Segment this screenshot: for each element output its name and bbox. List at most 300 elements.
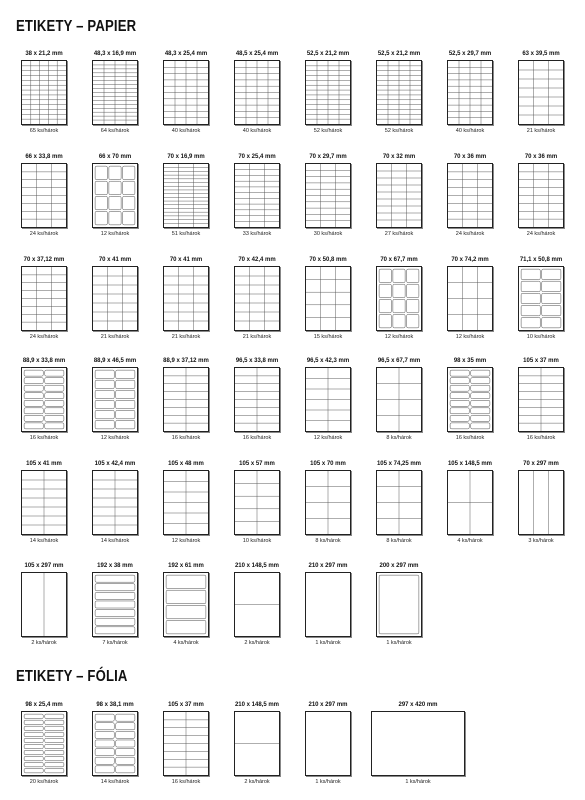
sheet-layout-diagram	[447, 163, 493, 228]
label-count: 16 ks/hárok	[242, 435, 272, 441]
sheet-layout-diagram	[163, 572, 209, 637]
label-sheet-item	[434, 357, 506, 444]
label-sheet-item	[292, 562, 364, 649]
label-size: 98 x 38,1 mm	[96, 702, 134, 708]
label-cell	[45, 738, 64, 742]
label-cell	[95, 627, 135, 634]
label-cell	[24, 720, 43, 724]
label-sheet-item	[292, 701, 364, 788]
sheet-layout-diagram	[305, 266, 351, 331]
label-size: 70 x 29,7 mm	[309, 154, 347, 160]
label-cell	[95, 749, 114, 756]
label-size: 297 x 420 mm	[398, 702, 438, 708]
label-size: 70 x 41 mm	[98, 257, 132, 263]
sheet-layout-diagram	[21, 60, 67, 125]
label-sheet-item	[363, 562, 435, 649]
label-count: 2 ks/hárok	[31, 640, 57, 646]
label-cell	[123, 211, 135, 225]
label-size: 96,5 x 42,3 mm	[306, 358, 350, 364]
label-cell	[166, 575, 206, 589]
label-cell	[521, 317, 540, 328]
label-cell	[45, 714, 64, 718]
sheet-layout-diagram	[163, 711, 209, 776]
label-sheet-item	[292, 153, 364, 240]
sheet-layout-diagram	[92, 163, 138, 228]
label-cell	[471, 400, 490, 406]
label-cell	[95, 723, 114, 730]
label-count: 15 ks/hárok	[313, 334, 343, 340]
sheet-layout-diagram	[234, 470, 280, 535]
label-cell	[95, 166, 107, 180]
label-sheet-item	[292, 256, 364, 343]
label-sheet-item	[79, 153, 151, 240]
label-cell	[471, 415, 490, 421]
label-cell	[450, 370, 469, 376]
sheet-layout-diagram	[305, 572, 351, 637]
label-cell	[24, 750, 43, 754]
label-size: 52,5 x 29,7 mm	[448, 51, 492, 57]
label-size: 96,5 x 33,8 mm	[235, 358, 279, 364]
label-size: 52,5 x 21,2 mm	[377, 51, 421, 57]
label-count: 16 ks/hárok	[455, 435, 485, 441]
label-size: 38 x 21,2 mm	[25, 51, 63, 57]
label-size: 88,9 x 37,12 mm	[163, 358, 209, 364]
label-size: 48,3 x 16,9 mm	[93, 51, 137, 57]
label-count: 14 ks/hárok	[100, 779, 130, 785]
sheet-layout-diagram	[21, 711, 67, 776]
label-cell	[521, 293, 540, 304]
label-size: 105 x 148,5 mm	[447, 461, 493, 467]
label-cell	[24, 762, 43, 766]
sheet-layout-diagram	[163, 470, 209, 535]
label-cell	[123, 181, 135, 195]
label-count: 40 ks/hárok	[171, 128, 201, 134]
label-cell	[95, 714, 114, 721]
label-size: 70 x 67,7 mm	[380, 257, 418, 263]
label-cell	[95, 601, 135, 608]
sheet-layout-diagram	[21, 163, 67, 228]
label-size: 88,9 x 46,5 mm	[93, 358, 137, 364]
label-size: 70 x 41 mm	[169, 257, 203, 263]
label-count: 12 ks/hárok	[171, 538, 201, 544]
label-size: 105 x 37 mm	[523, 358, 559, 364]
label-cell	[45, 400, 64, 406]
sheet-layout-diagram	[518, 266, 564, 331]
label-sheet-item	[292, 50, 364, 137]
label-sheet-item	[505, 153, 577, 240]
label-cell	[450, 385, 469, 391]
label-count: 12 ks/hárok	[100, 231, 130, 237]
label-sheet-item	[8, 50, 80, 137]
label-size: 70 x 42,4 mm	[238, 257, 276, 263]
sheet-layout-diagram	[21, 470, 67, 535]
label-size: 192 x 38 mm	[97, 563, 133, 569]
label-cell	[45, 762, 64, 766]
label-sheet-item	[221, 153, 293, 240]
sheet-layout-diagram	[234, 60, 280, 125]
label-count: 65 ks/hárok	[29, 128, 59, 134]
label-cell	[116, 731, 135, 738]
label-cell	[471, 378, 490, 384]
label-count: 12 ks/hárok	[455, 334, 485, 340]
label-sheet-item	[79, 256, 151, 343]
label-size: 66 x 70 mm	[98, 154, 132, 160]
label-cell	[45, 726, 64, 730]
label-cell	[393, 284, 405, 298]
label-cell	[116, 380, 135, 388]
label-count: 24 ks/hárok	[455, 231, 485, 237]
label-cell	[521, 269, 540, 280]
label-cell	[407, 299, 419, 313]
label-cell	[95, 584, 135, 591]
label-cell	[123, 196, 135, 210]
label-count: 16 ks/hárok	[171, 779, 201, 785]
sheet-layout-diagram	[376, 60, 422, 125]
label-cell	[542, 317, 561, 328]
label-count: 24 ks/hárok	[29, 334, 59, 340]
label-cell	[24, 726, 43, 730]
sheet-layout-diagram	[163, 266, 209, 331]
label-cell	[123, 166, 135, 180]
sheet-layout-diagram	[376, 266, 422, 331]
label-size: 105 x 48 mm	[168, 461, 204, 467]
sheet-layout-diagram	[92, 572, 138, 637]
label-count: 40 ks/hárok	[455, 128, 485, 134]
sheet-layout-diagram	[305, 711, 351, 776]
label-cell	[116, 757, 135, 764]
label-size: 105 x 57 mm	[239, 461, 275, 467]
label-count: 10 ks/hárok	[526, 334, 556, 340]
label-size: 52,5 x 21,2 mm	[306, 51, 350, 57]
label-size: 70 x 36 mm	[453, 154, 487, 160]
label-count: 8 ks/hárok	[386, 435, 412, 441]
label-count: 1 ks/hárok	[315, 779, 341, 785]
label-cell	[45, 720, 64, 724]
label-cell	[24, 744, 43, 748]
label-size: 105 x 74,25 mm	[376, 461, 422, 467]
label-cell	[24, 714, 43, 718]
label-cell	[109, 166, 121, 180]
sheet-layout-diagram	[305, 163, 351, 228]
label-cell	[24, 756, 43, 760]
label-cell	[379, 314, 391, 328]
sheet-layout-diagram	[518, 60, 564, 125]
sheet-layout-diagram	[234, 163, 280, 228]
label-cell	[95, 196, 107, 210]
label-sheet-item	[79, 460, 151, 547]
label-sheet-item	[505, 357, 577, 444]
label-count: 40 ks/hárok	[242, 128, 272, 134]
label-count: 21 ks/hárok	[526, 128, 556, 134]
label-sheet-item	[367, 701, 469, 788]
label-cell	[393, 269, 405, 283]
label-cell	[471, 370, 490, 376]
label-cell	[542, 269, 561, 280]
label-cell	[379, 269, 391, 283]
label-cell	[24, 393, 43, 399]
label-size: 70 x 74,2 mm	[451, 257, 489, 263]
label-cell	[95, 618, 135, 625]
label-cell	[24, 415, 43, 421]
label-cell	[116, 714, 135, 721]
label-cell	[379, 284, 391, 298]
sheet-layout-diagram	[163, 367, 209, 432]
label-cell	[45, 370, 64, 376]
label-count: 16 ks/hárok	[171, 435, 201, 441]
label-count: 2 ks/hárok	[244, 640, 270, 646]
label-sheet-item	[434, 153, 506, 240]
sheet-layout-diagram	[447, 60, 493, 125]
label-size: 98 x 35 mm	[453, 358, 487, 364]
sheet-layout-diagram	[376, 163, 422, 228]
label-count: 1 ks/hárok	[386, 640, 412, 646]
label-size: 210 x 148,5 mm	[234, 563, 280, 569]
label-cell	[471, 408, 490, 414]
label-cell	[95, 400, 114, 408]
label-cell	[450, 378, 469, 384]
label-sheet-item	[505, 460, 577, 547]
label-cell	[393, 314, 405, 328]
label-cell	[45, 732, 64, 736]
sheet-layout-diagram	[92, 60, 138, 125]
label-count: 4 ks/hárok	[173, 640, 199, 646]
sheet-layout-diagram	[234, 367, 280, 432]
sheet-layout-diagram	[371, 711, 465, 776]
label-size: 70 x 50,8 mm	[309, 257, 347, 263]
sheet-layout-diagram	[305, 367, 351, 432]
label-cell	[116, 400, 135, 408]
label-cell	[45, 750, 64, 754]
label-cell	[95, 757, 114, 764]
label-size: 70 x 32 mm	[382, 154, 416, 160]
label-size: 88,9 x 33,8 mm	[22, 358, 66, 364]
label-cell	[24, 385, 43, 391]
sheet-layout-diagram	[92, 711, 138, 776]
label-cell	[95, 370, 114, 378]
label-count: 12 ks/hárok	[313, 435, 343, 441]
label-sheet-item	[221, 256, 293, 343]
sheet-layout-diagram	[518, 470, 564, 535]
label-cell	[109, 181, 121, 195]
label-cell	[45, 768, 64, 772]
label-sheet-item	[150, 562, 222, 649]
label-cell	[95, 211, 107, 225]
label-sheet-item	[221, 562, 293, 649]
label-size: 192 x 61 mm	[168, 563, 204, 569]
label-cell	[95, 420, 114, 428]
sheet-layout-diagram	[447, 367, 493, 432]
label-size: 200 x 297 mm	[379, 563, 419, 569]
label-cell	[450, 415, 469, 421]
label-count: 10 ks/hárok	[242, 538, 272, 544]
label-cell	[24, 408, 43, 414]
label-cell	[542, 305, 561, 316]
label-cell	[24, 400, 43, 406]
sheet-layout-diagram	[92, 470, 138, 535]
label-cell	[116, 420, 135, 428]
label-cell	[45, 378, 64, 384]
label-sheet-item	[434, 460, 506, 547]
sheet-layout-diagram	[234, 266, 280, 331]
label-cell	[542, 293, 561, 304]
label-sheet-item	[150, 701, 222, 788]
label-sheet-item	[150, 460, 222, 547]
label-size: 48,3 x 25,4 mm	[164, 51, 208, 57]
label-sheet-item	[292, 357, 364, 444]
label-sheet-item	[505, 50, 577, 137]
label-count: 52 ks/hárok	[384, 128, 414, 134]
label-size: 70 x 37,12 mm	[23, 257, 65, 263]
label-cell	[95, 592, 135, 599]
label-count: 51 ks/hárok	[171, 231, 201, 237]
label-size: 66 x 33,8 mm	[25, 154, 63, 160]
label-count: 1 ks/hárok	[315, 640, 341, 646]
sheet-layout-diagram	[376, 470, 422, 535]
label-sheet-item	[150, 50, 222, 137]
label-size: 105 x 297 mm	[24, 563, 64, 569]
label-cell	[166, 590, 206, 604]
label-sheet-item	[150, 153, 222, 240]
label-count: 24 ks/hárok	[29, 231, 59, 237]
label-sheet-item	[221, 50, 293, 137]
label-cell	[24, 423, 43, 429]
label-count: 21 ks/hárok	[100, 334, 130, 340]
label-sheet-item	[8, 701, 80, 788]
sheet-layout-diagram	[518, 367, 564, 432]
label-cell	[450, 400, 469, 406]
label-cell	[116, 740, 135, 747]
label-cell	[450, 408, 469, 414]
sheet-layout-diagram	[518, 163, 564, 228]
label-cell	[521, 281, 540, 292]
label-cell	[542, 281, 561, 292]
label-sheet-item	[8, 562, 80, 649]
sheet-layout-diagram	[234, 711, 280, 776]
label-count: 21 ks/hárok	[242, 334, 272, 340]
label-cell	[45, 393, 64, 399]
label-cell	[407, 269, 419, 283]
label-sheet-item	[434, 256, 506, 343]
label-sheet-item	[79, 562, 151, 649]
label-count: 7 ks/hárok	[102, 640, 128, 646]
label-count: 24 ks/hárok	[526, 231, 556, 237]
label-cell	[24, 370, 43, 376]
label-cell	[95, 410, 114, 418]
sheet-layout-diagram	[447, 266, 493, 331]
label-size: 63 x 39,5 mm	[522, 51, 560, 57]
label-cell	[166, 620, 206, 634]
label-cell	[95, 380, 114, 388]
sheet-layout-diagram	[21, 572, 67, 637]
label-cell	[116, 723, 135, 730]
label-count: 3 ks/hárok	[528, 538, 554, 544]
label-cell	[471, 385, 490, 391]
label-cell	[471, 393, 490, 399]
label-cell	[116, 410, 135, 418]
label-sheet-item	[8, 460, 80, 547]
label-sheet-item	[79, 701, 151, 788]
label-cell	[95, 575, 135, 582]
label-sheet-item	[8, 153, 80, 240]
label-size: 71,1 x 50,8 mm	[519, 257, 563, 263]
label-cell	[450, 423, 469, 429]
label-count: 27 ks/hárok	[384, 231, 414, 237]
label-cell	[116, 749, 135, 756]
label-sheet-item	[221, 357, 293, 444]
label-cell	[95, 731, 114, 738]
label-cell	[379, 575, 419, 634]
label-size: 70 x 297 mm	[523, 461, 559, 467]
label-count: 4 ks/hárok	[457, 538, 483, 544]
label-sheet-item	[363, 460, 435, 547]
label-count: 21 ks/hárok	[171, 334, 201, 340]
label-count: 14 ks/hárok	[100, 538, 130, 544]
label-count: 64 ks/hárok	[100, 128, 130, 134]
label-size: 105 x 41 mm	[26, 461, 62, 467]
label-cell	[379, 299, 391, 313]
sheet-layout-diagram	[21, 266, 67, 331]
label-cell	[95, 181, 107, 195]
label-cell	[24, 768, 43, 772]
label-count: 1 ks/hárok	[405, 779, 431, 785]
label-size: 48,5 x 25,4 mm	[235, 51, 279, 57]
label-cell	[407, 284, 419, 298]
label-size: 70 x 16,9 mm	[167, 154, 205, 160]
label-cell	[45, 744, 64, 748]
label-count: 8 ks/hárok	[315, 538, 341, 544]
sheet-layout-diagram	[163, 60, 209, 125]
label-cell	[166, 605, 206, 619]
sheet-layout-diagram	[234, 572, 280, 637]
label-size: 210 x 297 mm	[308, 563, 348, 569]
label-cell	[116, 370, 135, 378]
label-size: 70 x 36 mm	[524, 154, 558, 160]
label-size: 210 x 297 mm	[308, 702, 348, 708]
label-cell	[45, 756, 64, 760]
label-sheet-item	[221, 460, 293, 547]
label-sheet-item	[79, 357, 151, 444]
label-cell	[116, 390, 135, 398]
label-sheet-item	[8, 256, 80, 343]
label-count: 20 ks/hárok	[29, 779, 59, 785]
label-cell	[109, 196, 121, 210]
sheet-layout-diagram	[447, 470, 493, 535]
label-count: 14 ks/hárok	[29, 538, 59, 544]
label-sheet-item	[505, 256, 577, 343]
label-size: 105 x 42,4 mm	[94, 461, 136, 467]
label-cell	[24, 738, 43, 742]
label-count: 16 ks/hárok	[29, 435, 59, 441]
label-cell	[471, 423, 490, 429]
label-size: 105 x 70 mm	[310, 461, 346, 467]
label-cell	[95, 610, 135, 617]
label-count: 8 ks/hárok	[386, 538, 412, 544]
label-size: 210 x 148,5 mm	[234, 702, 280, 708]
sheet-layout-diagram	[92, 266, 138, 331]
sheet-layout-diagram	[92, 367, 138, 432]
section-title-foil: ETIKETY – FÓLIA	[16, 668, 128, 685]
label-cell	[109, 211, 121, 225]
section-title-paper: ETIKETY – PAPIER	[16, 18, 137, 35]
label-size: 98 x 25,4 mm	[25, 702, 63, 708]
label-count: 16 ks/hárok	[526, 435, 556, 441]
label-count: 2 ks/hárok	[244, 779, 270, 785]
sheet-layout-diagram	[21, 367, 67, 432]
label-cell	[24, 378, 43, 384]
label-sheet-item	[292, 460, 364, 547]
label-cell	[450, 393, 469, 399]
label-count: 33 ks/hárok	[242, 231, 272, 237]
